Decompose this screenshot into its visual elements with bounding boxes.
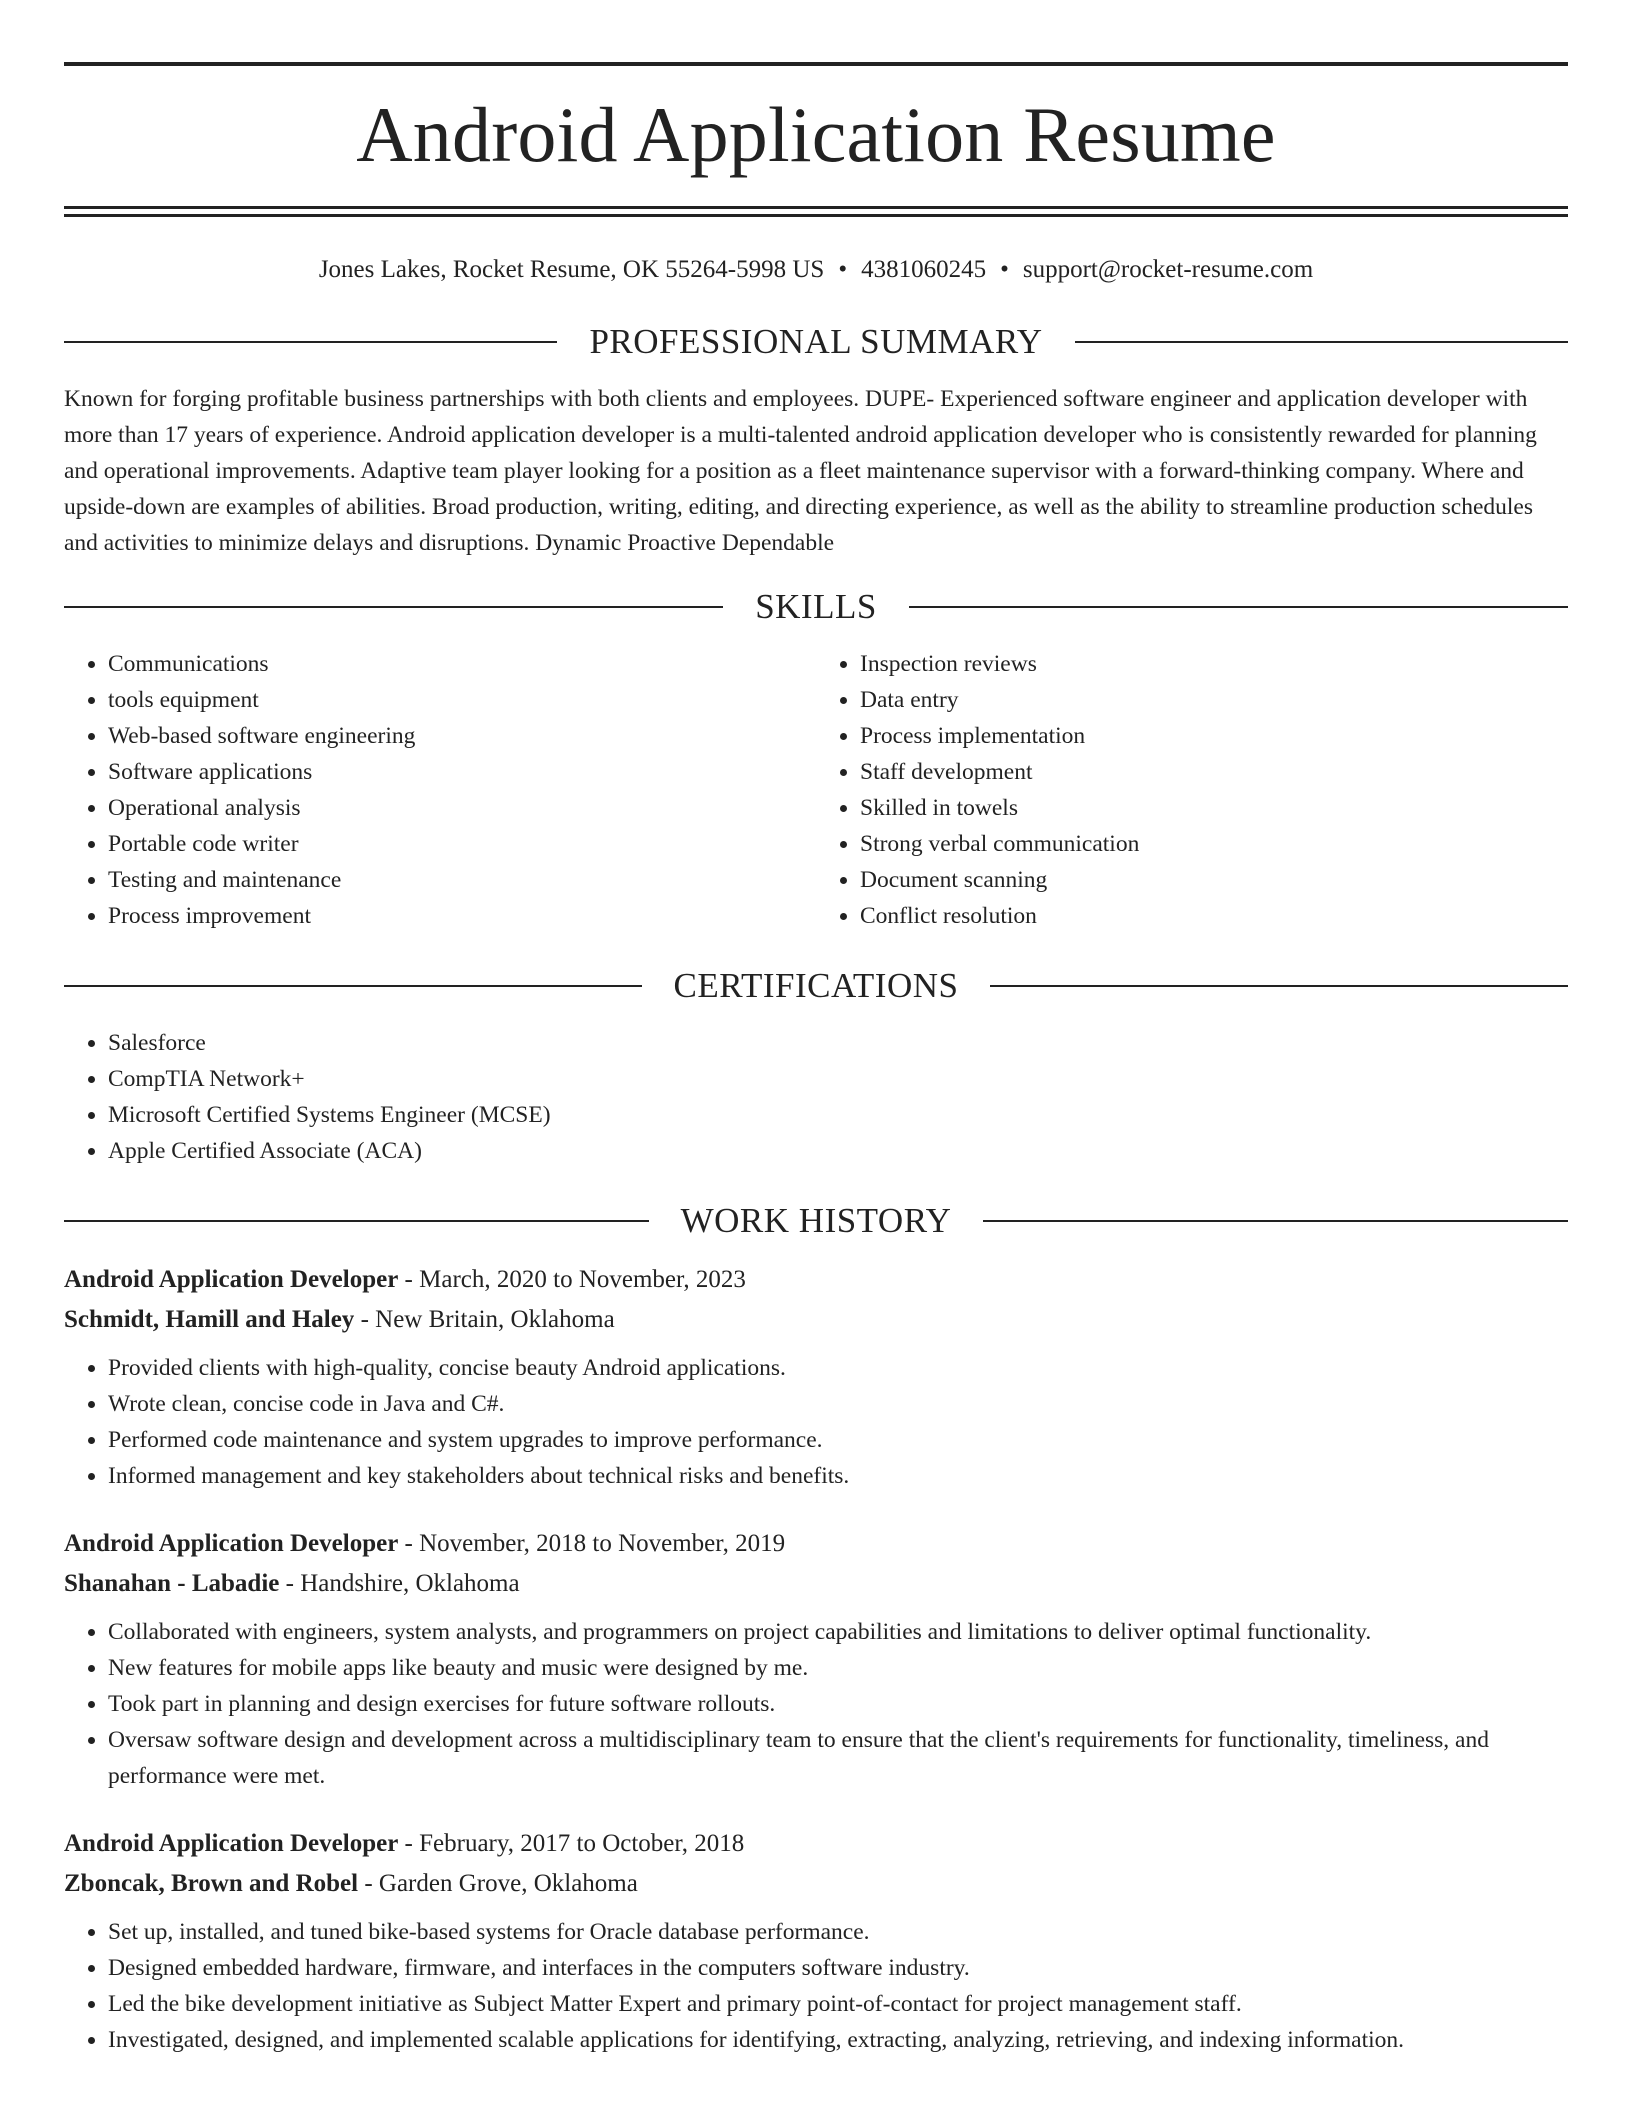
job-bullet: • Wrote clean, concise code in Java and C#.: [108, 1386, 1568, 1422]
skill-item: • Testing and maintenance: [108, 862, 816, 898]
summary-heading-label: PROFESSIONAL SUMMARY: [589, 322, 1043, 361]
job-company: Zboncak, Brown and Robel: [64, 1870, 359, 1897]
skill-item: • Communications: [108, 646, 816, 682]
job-title-line: [64, 1260, 1568, 1300]
job-company: Shanahan - Labadie: [64, 1570, 280, 1597]
job-bullet: • Investigated, designed, and implemented scalable applications for identifying, extracting, analyzing, retrieving, and indexing information.: [108, 2022, 1568, 2058]
job-bullet: • Designed embedded hardware, firmware, and interfaces in the computers software industry.: [108, 1950, 1568, 1986]
job-bullet: • Provided clients with high-quality, concise beauty Android applications.: [108, 1350, 1568, 1386]
skill-item: • Data entry: [860, 682, 1568, 718]
job-bullet: • Performed code maintenance and system upgrades to improve performance.: [108, 1422, 1568, 1458]
heading-rule-left: [64, 985, 642, 987]
heading-rule-left: [64, 606, 723, 608]
skill-item: • Portable code writer: [108, 826, 816, 862]
job-bullet: • Led the bike development initiative as Subject Matter Expert and primary point-of-contact for project management staff.: [108, 1986, 1568, 2022]
job-dates: - February, 2017 to October, 2018: [398, 1830, 745, 1857]
heading-rule-left: [64, 1220, 649, 1222]
certifications-list: [64, 1025, 1568, 1169]
skill-item: • Process improvement: [108, 898, 816, 934]
work-history-heading: [64, 1203, 1568, 1238]
job-bullet: • Oversaw software design and development across a multidisciplinary team to ensure that the client's requirements for functionality, timeliness, and performance were met.: [108, 1722, 1568, 1794]
certifications-heading-label: CERTIFICATIONS: [673, 966, 959, 1005]
job-title: Android Application Developer: [64, 1266, 399, 1293]
skill-item: • Web-based software engineering: [108, 718, 816, 754]
job-entry: [64, 1260, 1568, 1494]
heading-rule-right: [983, 1220, 1568, 1222]
certification-item: • Salesforce: [108, 1025, 1568, 1061]
skills-heading-label: SKILLS: [755, 587, 877, 626]
job-dates: - November, 2018 to November, 2019: [398, 1530, 786, 1557]
contact-phone: 4381060245: [861, 256, 987, 283]
job-company-line: [64, 1564, 1568, 1604]
job-company: Schmidt, Hamill and Haley: [64, 1306, 355, 1333]
job-entry: [64, 1824, 1568, 2058]
job-location: - Handshire, Oklahoma: [279, 1570, 520, 1597]
job-bullets: [64, 1914, 1568, 2058]
job-bullets: [64, 1614, 1568, 1794]
skill-item: • Conflict resolution: [860, 898, 1568, 934]
skill-item: • Inspection reviews: [860, 646, 1568, 682]
skills-left-list: [64, 646, 816, 934]
contact-line: [64, 257, 1568, 282]
job-bullet: • Informed management and key stakeholders about technical risks and benefits.: [108, 1458, 1568, 1494]
job-location: - Garden Grove, Oklahoma: [358, 1870, 638, 1897]
resume-title: Android Application Resume: [356, 91, 1276, 178]
skills-columns: [64, 646, 1568, 934]
skill-item: • Skilled in towels: [860, 790, 1568, 826]
job-company-line: [64, 1864, 1568, 1904]
job-bullets: [64, 1350, 1568, 1494]
certification-item: • CompTIA Network+: [108, 1061, 1568, 1097]
skill-item: • tools equipment: [108, 682, 816, 718]
contact-address: Jones Lakes, Rocket Resume, OK 55264-5998 US: [318, 256, 825, 283]
job-title: Android Application Developer: [64, 1830, 399, 1857]
job-bullet: • Took part in planning and design exercises for future software rollouts.: [108, 1686, 1568, 1722]
certification-item: • Apple Certified Associate (ACA): [108, 1133, 1568, 1169]
job-title-line: [64, 1824, 1568, 1864]
skills-right-list: [816, 646, 1568, 934]
skills-heading: [64, 589, 1568, 624]
heading-rule-right: [909, 606, 1568, 608]
job-entry: [64, 1524, 1568, 1794]
top-rule: [64, 62, 1568, 66]
skill-item: • Software applications: [108, 754, 816, 790]
contact-email: support@rocket-resume.com: [1022, 256, 1314, 283]
skill-item: • Staff development: [860, 754, 1568, 790]
certifications-heading: [64, 968, 1568, 1003]
skill-item: • Process implementation: [860, 718, 1568, 754]
title-double-rule: [64, 206, 1568, 217]
heading-rule-right: [990, 985, 1568, 987]
heading-rule-right: [1075, 341, 1568, 343]
job-bullet: • New features for mobile apps like beauty and music were designed by me.: [108, 1650, 1568, 1686]
job-title: Android Application Developer: [64, 1530, 399, 1557]
job-company-line: [64, 1300, 1568, 1340]
summary-text: Known for forging profitable business partnerships with both clients and employees. DUPE- Experienced software engineer and application developer with more than 17 years of experience. Android application developer is a multi-talented android application developer who is consistently rewarded for planning and operational improvements. Adaptive team player looking for a position as a fleet maintenance supervisor with a forward-thinking company. Where and upside-down are examples of abilities. Broad production, writing, editing, and directing experience, as well as the ability to streamline production schedules and activities to minimize delays and disruptions. Dynamic Proactive Dependable: [64, 386, 1537, 556]
work-history-heading-label: WORK HISTORY: [680, 1201, 952, 1240]
skill-item: • Operational analysis: [108, 790, 816, 826]
skill-item: • Document scanning: [860, 862, 1568, 898]
job-bullet: • Set up, installed, and tuned bike-based systems for Oracle database performance.: [108, 1914, 1568, 1950]
heading-rule-left: [64, 341, 557, 343]
job-dates: - March, 2020 to November, 2023: [398, 1266, 746, 1293]
summary-heading: [64, 324, 1568, 359]
contact-separator: •: [838, 256, 848, 283]
contact-separator: •: [1000, 256, 1009, 283]
skill-item: • Strong verbal communication: [860, 826, 1568, 862]
job-title-line: [64, 1524, 1568, 1564]
certification-item: • Microsoft Certified Systems Engineer (MCSE): [108, 1097, 1568, 1133]
job-bullet: • Collaborated with engineers, system analysts, and programmers on project capabilities and limitations to deliver optimal functionality.: [108, 1614, 1568, 1650]
job-location: - New Britain, Oklahoma: [354, 1306, 615, 1333]
